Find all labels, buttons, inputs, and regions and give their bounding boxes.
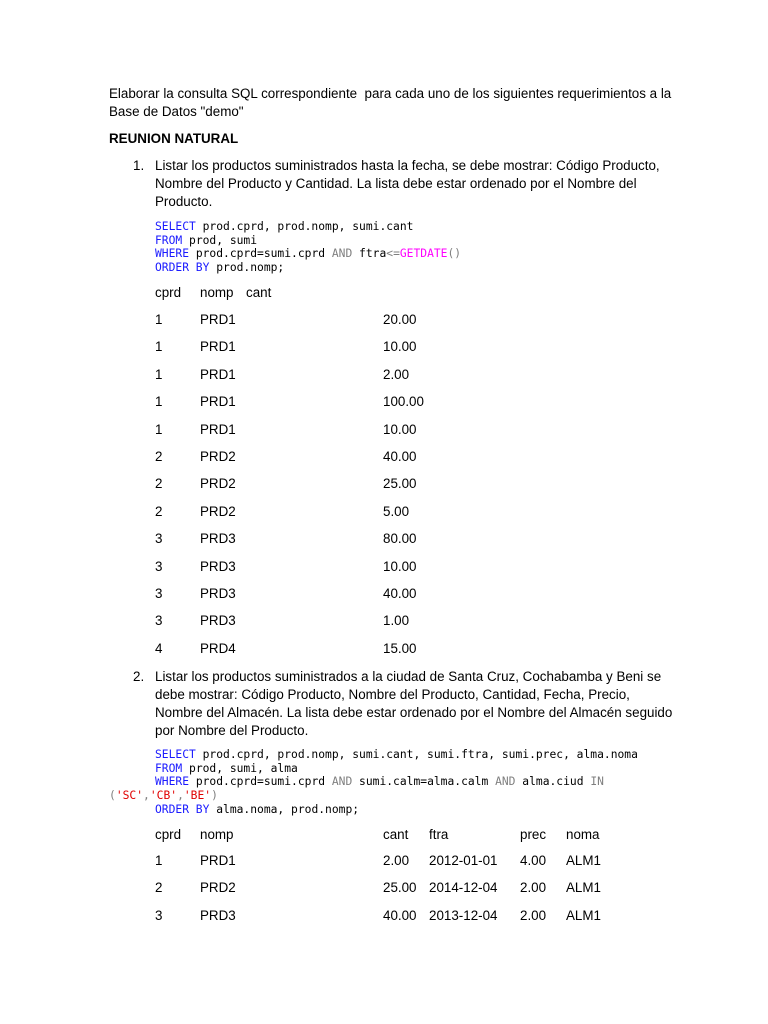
sql-text: prod.cprd, prod.nomp, sumi.cant, sumi.ftra, sumi.prec, alma.noma: [195, 748, 638, 761]
q1-sql-line-1: [155, 220, 461, 234]
q2-number: 2.: [133, 669, 145, 684]
table-cell: 20.00: [383, 312, 417, 327]
table-cell: PRD1: [200, 421, 236, 437]
q1-sql-line-3: [155, 247, 461, 261]
sql-operator: AND: [495, 775, 516, 789]
table-cell: 3: [155, 531, 163, 547]
q2-sql-block-a: [155, 748, 638, 789]
table-cell: 2013-12-04: [429, 907, 498, 923]
q2-sql-line-1: [155, 748, 638, 762]
table-cell: 3: [155, 558, 163, 574]
q2-text-line-3: Nombre del Almacén. La lista debe estar ordenado por el Nombre del Almacén seguido: [155, 705, 673, 720]
sql-keyword: SELECT: [155, 220, 196, 233]
table-cell: 2: [155, 449, 163, 464]
sql-operator: <=: [386, 247, 400, 261]
sql-string: 'CB': [149, 789, 178, 802]
table-cell: ALM1: [566, 853, 601, 868]
table-cell: 2: [155, 880, 163, 896]
q1-text-line-3: Producto.: [155, 194, 213, 209]
sql-text: ftra: [352, 247, 387, 261]
table-cell: 4.00: [520, 853, 547, 868]
sql-keyword: FROM: [155, 761, 183, 775]
sql-keyword: FROM: [155, 233, 183, 247]
column-header: prec: [520, 827, 547, 842]
table-cell: 1: [155, 366, 163, 382]
table-cell: 5.00: [383, 503, 410, 519]
table-cell: PRD4: [200, 640, 236, 656]
sql-text: sumi.calm=alma.calm: [352, 775, 496, 789]
sql-keyword: ORDER BY: [155, 803, 210, 816]
q2-sql-line-3: [155, 775, 638, 789]
table-cell: PRD1: [200, 394, 236, 410]
table-cell: 25.00: [383, 476, 417, 492]
sql-text: prod, sumi: [182, 233, 258, 247]
table-cell: 2.00: [383, 366, 410, 382]
sql-text: prod.cprd, prod.nomp, sumi.cant: [195, 220, 414, 233]
table-cell: 10.00: [383, 339, 417, 355]
q2-text-line-2: debe mostrar: Código Producto, Nombre del Producto, Cantidad, Fecha, Precio,: [155, 687, 630, 702]
intro-line-1: Elaborar la consulta SQL correspondiente para cada uno de los siguientes requerimientos a la: [109, 86, 672, 101]
q1-text-line-1: Listar los productos suministrados hasta la fecha, se debe mostrar: Código Producto,: [155, 158, 660, 173]
table-cell: PRD2: [200, 476, 236, 492]
q2-text-line-1: Listar los productos suministrados a la ciudad de Santa Cruz, Cochabamba y Beni se: [155, 669, 662, 684]
sql-text: alma.noma, prod.nomp;: [209, 803, 360, 816]
sql-keyword: WHERE: [155, 775, 190, 789]
sql-string: 'BE': [183, 789, 212, 802]
table-cell: 40.00: [383, 907, 417, 923]
table-cell: 3: [155, 613, 163, 629]
table-cell: 1: [155, 421, 163, 437]
q2-sql-line-2: [155, 762, 638, 776]
table-cell: PRD2: [200, 503, 236, 519]
table-cell: PRD2: [200, 880, 236, 896]
q2-text-line-4: por Nombre del Producto.: [155, 723, 309, 738]
column-header: nomp: [200, 827, 234, 842]
intro-line-2: Base de Datos "demo": [109, 104, 244, 119]
sql-operator: IN: [590, 775, 604, 789]
sql-keyword: ORDER BY: [155, 260, 210, 274]
table-cell: PRD2: [200, 449, 236, 464]
table-cell: 2012-01-01: [429, 853, 498, 868]
sql-text: prod.cprd=sumi.cprd: [189, 775, 332, 789]
table-cell: 2.00: [520, 880, 547, 896]
table-cell: 10.00: [383, 421, 417, 437]
column-header: cant: [246, 285, 272, 300]
table-cell: 40.00: [383, 586, 417, 601]
sql-operator: (): [447, 247, 462, 261]
table-cell: 10.00: [383, 558, 417, 574]
column-header: ftra: [429, 827, 449, 842]
table-cell: PRD1: [200, 339, 236, 355]
sql-operator: ): [211, 789, 218, 802]
sql-text: prod, sumi, alma: [182, 761, 298, 775]
q2-sql-line-4: [109, 789, 218, 803]
table-cell: PRD3: [200, 558, 236, 574]
column-header: nomp: [200, 285, 234, 300]
q1-sql-line-2: [155, 234, 461, 248]
table-cell: 80.00: [383, 531, 417, 547]
table-cell: PRD1: [200, 312, 236, 327]
sql-operator: ,: [143, 789, 150, 802]
sql-text: prod.nomp;: [209, 260, 285, 274]
table-cell: ALM1: [566, 880, 601, 896]
table-cell: 1.00: [383, 613, 410, 629]
sql-text: alma.ciud: [515, 775, 591, 789]
sql-text: prod.cprd=sumi.cprd: [189, 247, 332, 261]
table-cell: 1: [155, 312, 163, 327]
column-header: cant: [383, 827, 409, 842]
table-cell: PRD3: [200, 907, 236, 923]
column-header: cprd: [155, 285, 182, 300]
sql-keyword: WHERE: [155, 247, 190, 261]
sql-operator: ,: [177, 789, 184, 802]
sql-operator: (: [109, 789, 116, 802]
sql-operator: AND: [331, 247, 353, 261]
column-header: noma: [566, 827, 600, 842]
sql-operator: AND: [331, 775, 353, 789]
sql-string: 'SC': [115, 789, 144, 802]
table-cell: PRD3: [200, 613, 236, 629]
table-cell: PRD1: [200, 366, 236, 382]
table-cell: 2.00: [520, 907, 547, 923]
table-cell: 2: [155, 503, 163, 519]
table-cell: ALM1: [566, 907, 601, 923]
table-cell: 3: [155, 586, 163, 601]
table-cell: 3: [155, 907, 163, 923]
table-cell: PRD3: [200, 531, 236, 547]
q2-sql-line-5: [155, 803, 359, 817]
column-header: cprd: [155, 827, 182, 842]
section-title: REUNION NATURAL: [109, 131, 239, 146]
q1-text-line-2: Nombre del Producto y Cantidad. La lista debe estar ordenado por el Nombre del: [155, 176, 637, 191]
table-cell: 4: [155, 640, 163, 656]
table-cell: 25.00: [383, 880, 417, 896]
table-cell: PRD3: [200, 586, 236, 601]
table-cell: 2014-12-04: [429, 880, 498, 896]
table-cell: 1: [155, 394, 163, 410]
table-cell: 2.00: [383, 853, 410, 868]
table-cell: 15.00: [383, 640, 417, 656]
table-cell: 2: [155, 476, 163, 492]
q1-number: 1.: [133, 158, 145, 173]
q1-sql-line-4: [155, 261, 461, 275]
sql-function: GETDATE: [399, 247, 448, 261]
table-cell: 40.00: [383, 449, 417, 464]
q1-sql-block: [155, 220, 461, 274]
table-cell: 1: [155, 339, 163, 355]
table-cell: 100.00: [383, 394, 424, 410]
table-cell: PRD1: [200, 853, 236, 868]
sql-keyword: SELECT: [155, 748, 196, 761]
table-cell: 1: [155, 853, 163, 868]
